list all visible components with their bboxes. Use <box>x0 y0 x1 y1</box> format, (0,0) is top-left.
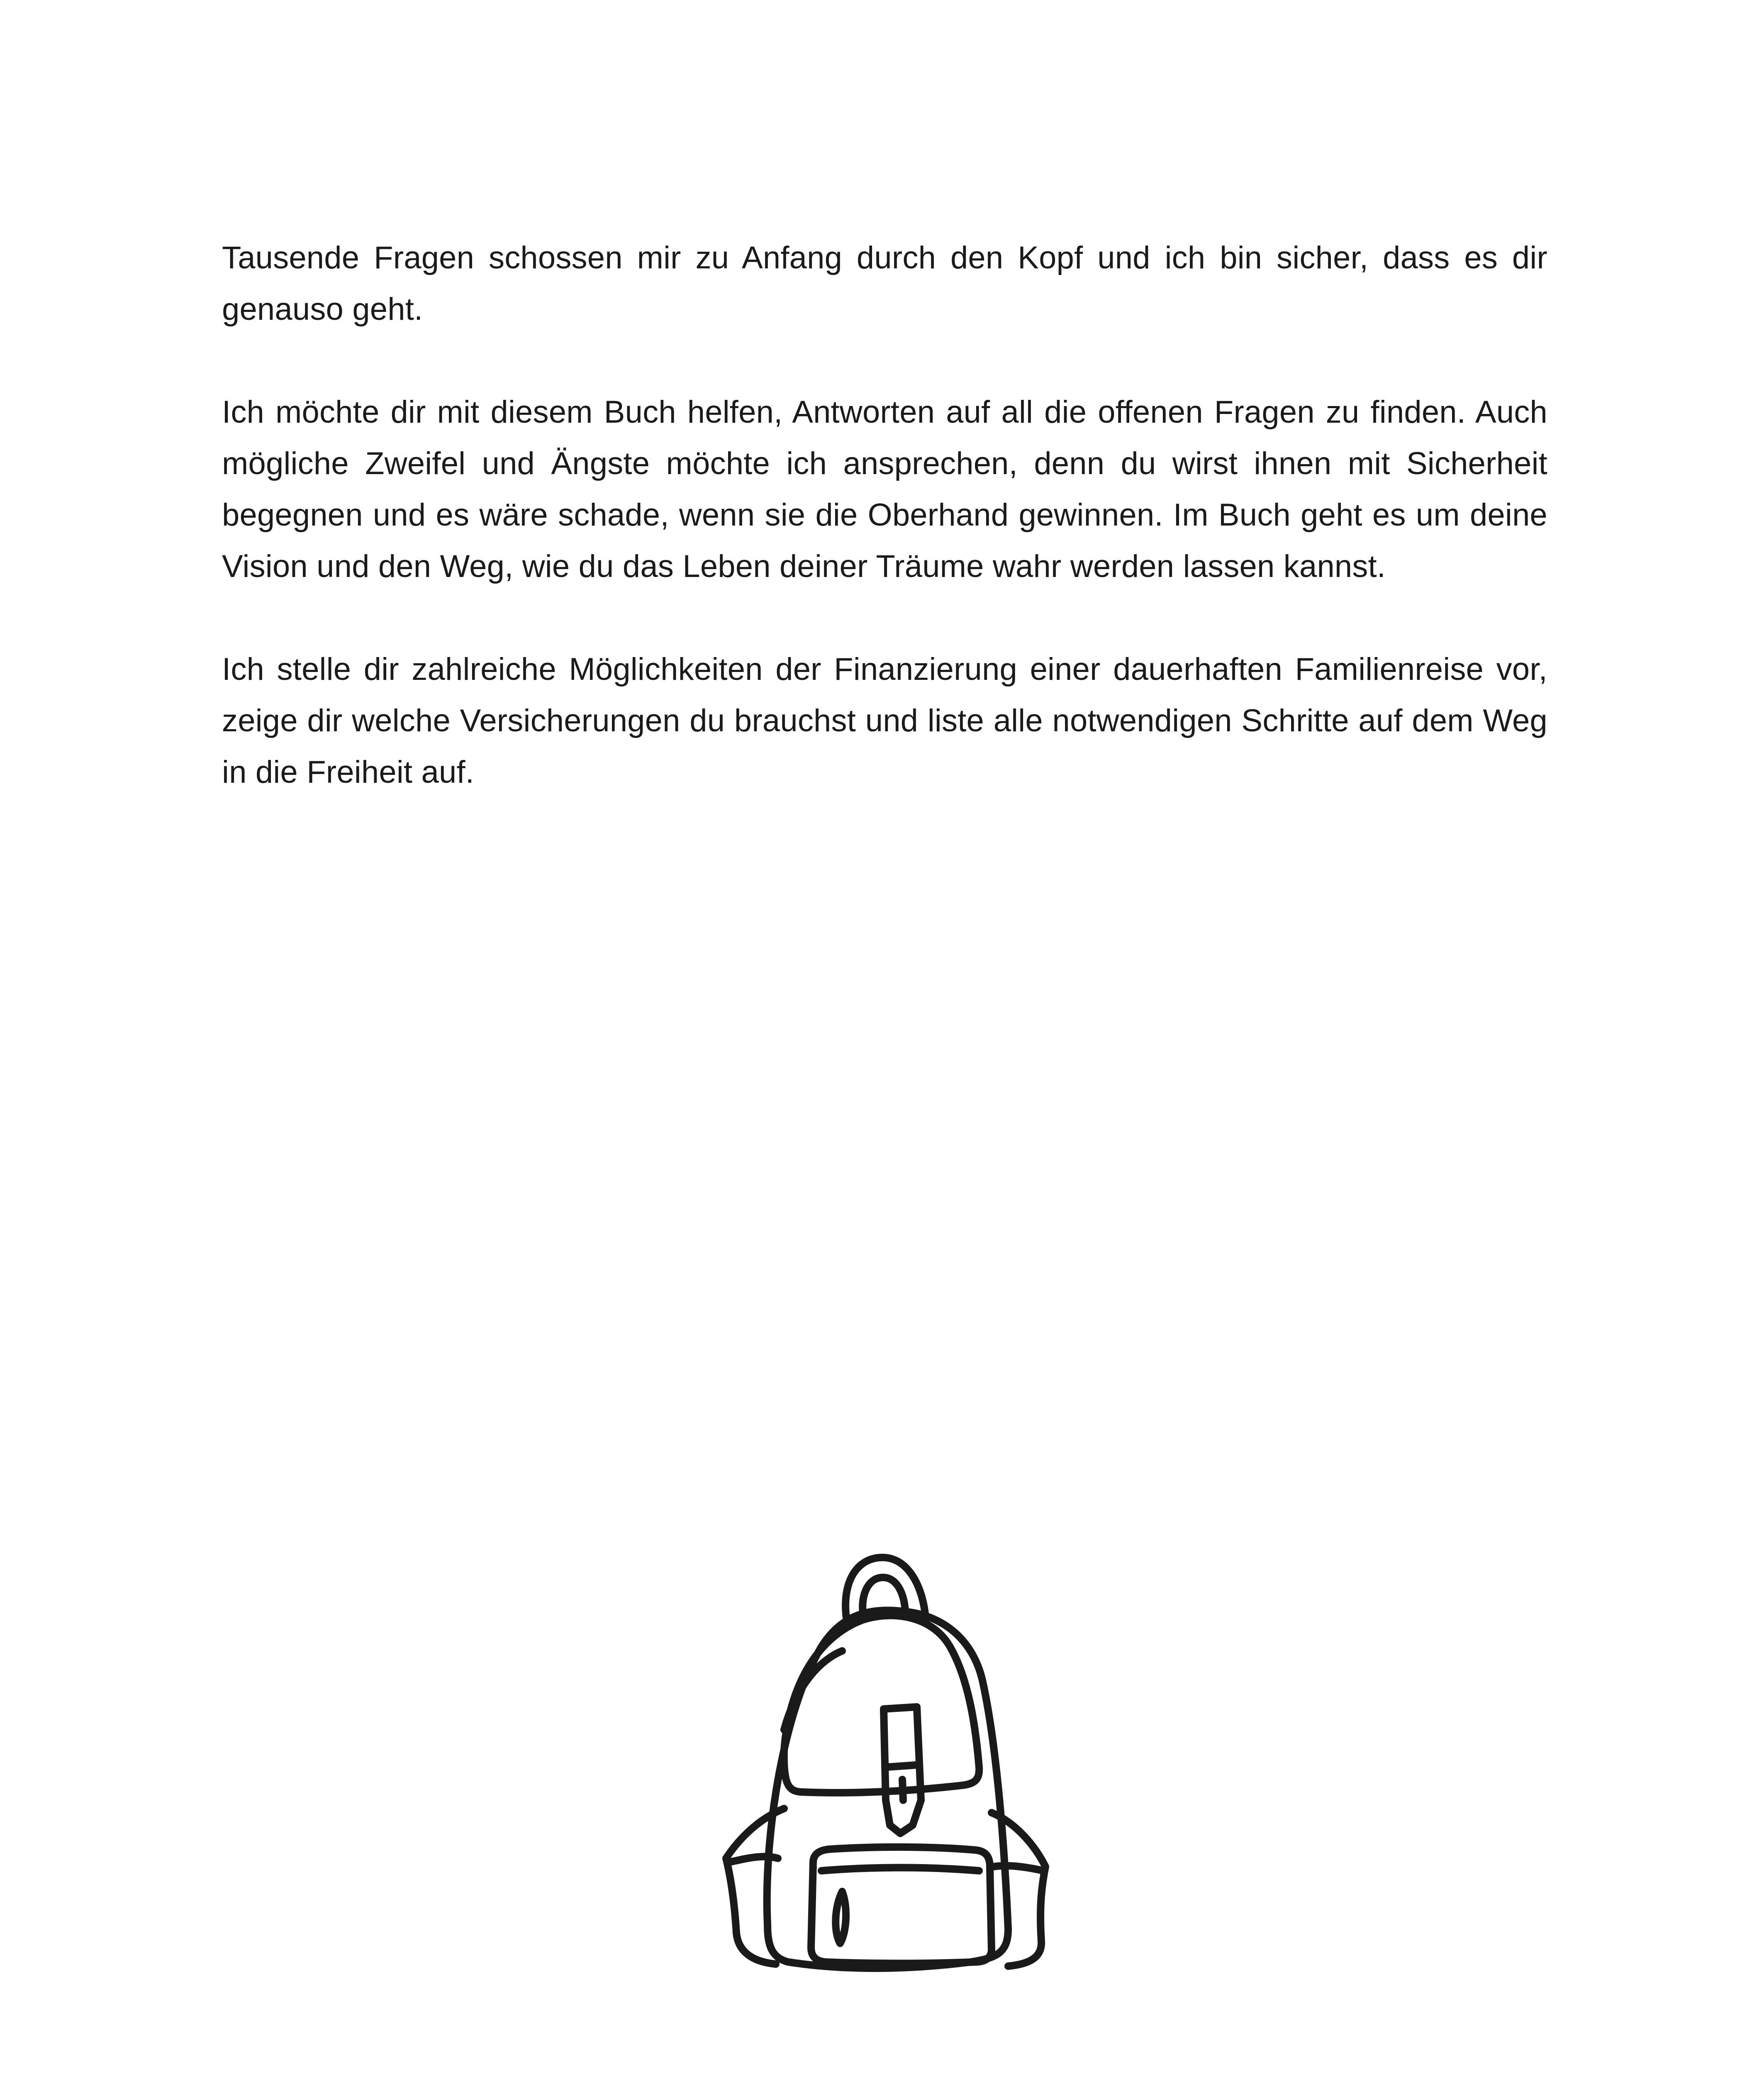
paragraph-1: Tausende Fragen schossen mir zu Anfang durch den Kopf und ich bin sicher, dass es dir genauso geht. <box>222 240 1547 327</box>
body-text <box>222 232 1547 850</box>
backpack-icon <box>647 1535 1112 2012</box>
paragraph-3: Ich stelle dir zahlreiche Möglichkeiten der Finanzierung einer dauerhaften Familienreise vor, zeige dir welche Versicherungen du brauchst und liste alle notwendigen Schritte auf dem Weg in die Freiheit auf. <box>222 652 1547 790</box>
paragraph-2: Ich möchte dir mit diesem Buch helfen, Antworten auf all die offenen Fragen zu finden. Auch mögliche Zweifel und Ängste möchte ich ansprechen, denn du wirst ihnen mit Sicherheit begegnen und es wäre schade, wenn sie die Oberhand gewinnen. Im Buch geht es um deine Vision und den Weg, wie du das Leben deiner Träume wahr werden lassen kannst. <box>222 394 1547 584</box>
